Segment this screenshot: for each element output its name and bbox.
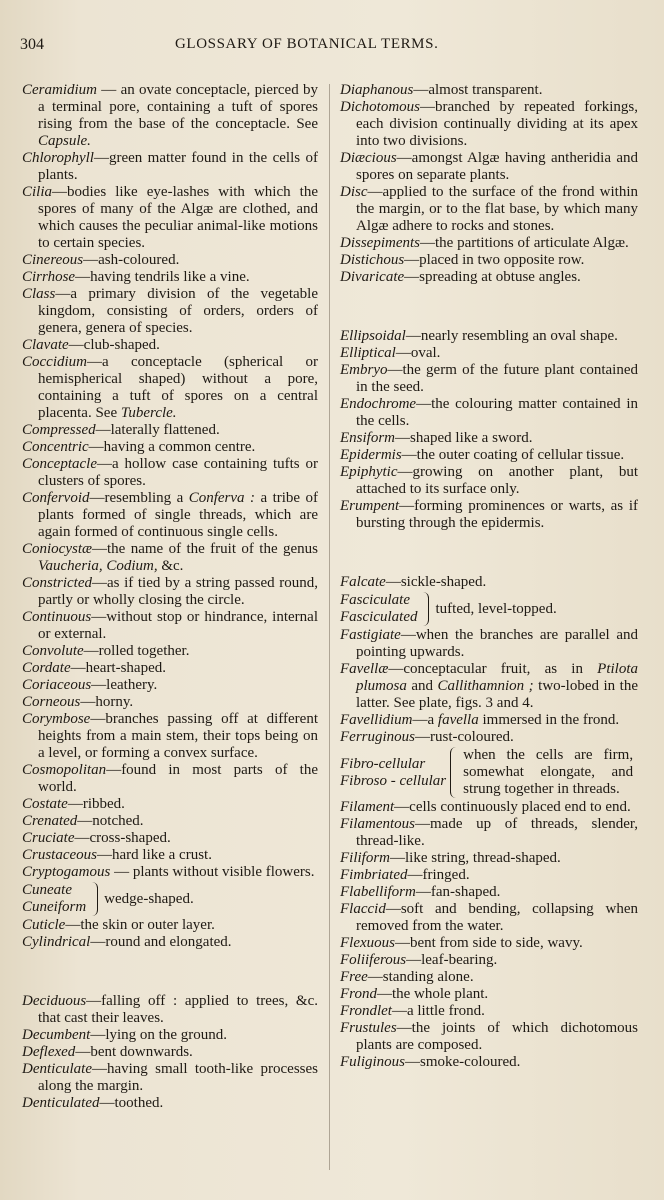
entry-term: Constricted (22, 575, 92, 591)
entry-definition: —having a common centre. (88, 439, 256, 455)
entry-term: Dichotomous (340, 99, 420, 115)
glossary-entry (340, 729, 638, 746)
entry-definition: and (406, 678, 438, 694)
glossary-entry (22, 694, 318, 711)
entry-definition: —bent from side to side, wavy. (394, 935, 583, 951)
glossary-entry (22, 82, 318, 150)
entry-term: Cryptogamous (22, 864, 111, 880)
entry-definition: —toothed. (99, 1095, 164, 1111)
glossary-entry (22, 864, 318, 881)
glossary-entry (22, 711, 318, 762)
entry-definition: —almost transparent. (413, 82, 543, 98)
glossary-entry (340, 712, 638, 729)
entry-definition: —the germ of the future plant contained in the seed. (356, 362, 638, 395)
page-header (20, 36, 644, 62)
entry-definition: —shaped like a sword. (395, 430, 533, 446)
section-gap (340, 286, 638, 328)
glossary-entry (340, 430, 638, 447)
glossary-entry (22, 422, 318, 439)
entry-definition: —rust-coloured. (415, 729, 514, 745)
entry-term: Continuous (22, 609, 92, 625)
entry-definition: —the partitions of articulate Algæ. (420, 235, 629, 251)
glossary-entry (340, 867, 638, 884)
entry-definition: —the joints of which dichotomous plants are composed. (356, 1020, 638, 1053)
entry-term: Conceptacle (22, 456, 97, 472)
entry-definition: —rolled together. (83, 643, 190, 659)
entry-definition: —a (412, 712, 438, 728)
glossary-entry (22, 252, 318, 269)
entry-term: Coniocystæ (22, 541, 92, 557)
entry-definition: &c. (157, 558, 184, 574)
entry-term: Cuticle (22, 917, 66, 933)
glossary-entry (340, 150, 638, 184)
entry-term: Costate (22, 796, 68, 812)
brace-mark (420, 592, 429, 626)
entry-term: Cinereous (22, 252, 84, 268)
glossary-entry (22, 917, 318, 934)
entry-term: Cosmopolitan (22, 762, 107, 778)
glossary-entry (22, 184, 318, 252)
entry-term: Disc (340, 184, 368, 200)
entry-definition: — plants without visible flowers. (110, 864, 315, 880)
glossary-entry (22, 337, 318, 354)
glossary-entry (22, 796, 318, 813)
entry-definition: —fan-shaped. (415, 884, 501, 900)
glossary-entry (340, 986, 638, 1003)
entry-term: Cordate (22, 660, 71, 676)
entry-term: Flexuous (340, 935, 395, 951)
entry-definition: —resembling a (89, 490, 189, 506)
glossary-entry (340, 82, 638, 99)
entry-reference: Tubercle. (120, 405, 177, 421)
entry-term: Clavate (22, 337, 69, 353)
glossary-entry (340, 935, 638, 952)
entry-definition: —green matter found in the cells of plants. (38, 150, 318, 183)
entry-definition: —without stop or hindrance, internal or external. (38, 609, 318, 642)
entry-definition: —the skin or outer layer. (65, 917, 215, 933)
glossary-entry (340, 1054, 638, 1071)
entry-definition: —branches passing off at different heights from a main stem, their tops being on a level, or forming a convex surface. (38, 711, 318, 761)
entry-definition: —amongst Algæ having antheridia and spores on separate plants. (356, 150, 638, 183)
entry-definition: —falling off : applied to trees, &c. that cast their leaves. (38, 993, 318, 1026)
entry-definition: —bent downwards. (75, 1044, 193, 1060)
entry-definition: —cells continuously placed end to end. (394, 799, 631, 815)
glossary-entry (22, 1027, 318, 1044)
entry-definition: —leaf-bearing. (406, 952, 498, 968)
entry-definition: —notched. (77, 813, 144, 829)
glossary-entry (340, 498, 638, 532)
entry-term: Convolute (22, 643, 84, 659)
glossary-entry (340, 1003, 638, 1020)
entry-definition: —forming prominences or warts, as if bursting through the epidermis. (356, 498, 638, 531)
entry-term: Coccidium (22, 354, 87, 370)
entry-term: Compressed (22, 422, 96, 438)
glossary-entry (22, 354, 318, 422)
glossary-entry (22, 1044, 318, 1061)
entry-term: Ensiform (340, 430, 396, 446)
entry-term: Free (340, 969, 368, 985)
entry-reference: Ptilota plumosa (356, 661, 638, 694)
glossary-entry (340, 464, 638, 498)
glossary-entry (22, 1061, 318, 1095)
glossary-entry (22, 847, 318, 864)
glossary-entry (340, 1020, 638, 1054)
entry-reference: Conferva : (188, 490, 255, 506)
glossary-entry (22, 541, 318, 575)
glossary-entry (340, 901, 638, 935)
entry-definition: —applied to the surface of the frond within the margin, or to the flat base, by which many Algæ adhere to rocks and stones. (356, 184, 638, 234)
entry-definition: —as if tied by a string passed round, partly or wholly closing the circle. (38, 575, 318, 608)
glossary-entry (22, 439, 318, 456)
entry-term: Fibro-cellular (340, 755, 426, 772)
entry-definition: tufted, level-topped. (435, 600, 557, 617)
glossary-entry (22, 830, 318, 847)
entry-definition: —a hollow case containing tufts or clusters of spores. (38, 456, 318, 489)
entry-definition: when the cells are firm, somewhat elongate, and strung together in threads. (463, 747, 634, 797)
entry-term: Fasciculate (340, 592, 410, 608)
glossary-entry (340, 574, 638, 591)
entry-reference: favella (437, 712, 479, 728)
glossary-entry (22, 934, 318, 951)
glossary-entry (340, 799, 638, 816)
entry-term: Crustaceous (22, 847, 97, 863)
entry-term: Cylindrical (22, 934, 91, 950)
glossary-entry (22, 1095, 318, 1112)
entry-term: Flabelliform (340, 884, 416, 900)
entry-term: Deflexed (22, 1044, 76, 1060)
glossary-entry (340, 447, 638, 464)
entry-definition: —cross-shaped. (74, 830, 171, 846)
entry-term: Crenated (22, 813, 78, 829)
entry-term: Ferruginous (340, 729, 415, 745)
brace-mark (450, 747, 459, 798)
glossary-entry (22, 269, 318, 286)
glossary-entry (340, 816, 638, 850)
glossary-entry (22, 150, 318, 184)
glossary-entry (22, 609, 318, 643)
entry-term: Ellipsoidal (340, 328, 406, 344)
section-gap (340, 532, 638, 574)
entry-definition: —the whole plant. (376, 986, 489, 1002)
section-gap (22, 951, 318, 993)
glossary-entry (340, 969, 638, 986)
entry-term: Cuneiform (22, 899, 87, 915)
entry-term: Dissepiments (340, 235, 420, 251)
entry-term: Endochrome (340, 396, 417, 412)
entry-definition: —branched by repeated forkings, each division continually dividing at its apex into two divisions. (356, 99, 638, 149)
entry-term: Epidermis (340, 447, 402, 463)
glossary-entry (22, 286, 318, 337)
entry-definition: —ribbed. (67, 796, 125, 812)
entry-term: Class (22, 286, 56, 302)
entry-definition: wedge-shaped. (104, 890, 194, 907)
entry-definition: a tribe of plants formed of single threads, which are again formed of continuous single cells. (38, 490, 318, 540)
entry-definition: —ash-coloured. (83, 252, 180, 268)
entry-definition: —soft and bending, collapsing when removed from the water. (356, 901, 638, 934)
glossary-entry (340, 952, 638, 969)
entry-term: Corneous (22, 694, 81, 710)
entry-term: Cuneate (22, 882, 72, 898)
glossary-entry (340, 396, 638, 430)
entry-term: Frustules (340, 1020, 397, 1036)
glossary-entry-fibro-cellular (340, 747, 638, 798)
entry-term: Diæcious (340, 150, 397, 166)
glossary-entry-cuneate (22, 882, 318, 916)
entry-term: Filament (340, 799, 395, 815)
entry-term: Filamentous (340, 816, 415, 832)
glossary-entry (340, 269, 638, 286)
entry-definition: immersed in the frond. (478, 712, 620, 728)
entry-term: Denticulated (22, 1095, 100, 1111)
entry-term: Frondlet (340, 1003, 392, 1019)
entry-definition: —sickle-shaped. (385, 574, 487, 590)
entry-term: Distichous (340, 252, 405, 268)
entry-definition: —growing on another plant, but attached to its surface only. (356, 464, 638, 497)
entry-definition: —having small tooth-like processes along the margin. (38, 1061, 318, 1094)
entry-definition: —made up of threads, slender, thread-like. (356, 816, 638, 849)
entry-term: Fuliginous (340, 1054, 406, 1070)
entry-term: Concentric (22, 439, 89, 455)
entry-definition: —oval. (395, 345, 441, 361)
glossary-entry (22, 575, 318, 609)
glossary-entry (340, 627, 638, 661)
entry-term: Decumbent (22, 1027, 91, 1043)
entry-term: Coriaceous (22, 677, 92, 693)
entry-term: Epiphytic (340, 464, 398, 480)
page-number: 304 (20, 36, 44, 53)
entry-definition: —laterally flattened. (95, 422, 220, 438)
entry-definition: —the outer coating of cellular tissue. (401, 447, 625, 463)
entry-term: Chlorophyll (22, 150, 94, 166)
glossary-entry (22, 490, 318, 541)
entry-definition: —hard like a crust. (97, 847, 212, 863)
entry-definition: — an ovate conceptacle, pierced by a terminal pore, containing a tuft of spores rising from the base of the conceptacle. See (38, 82, 318, 132)
entry-definition: —horny. (80, 694, 134, 710)
glossary-entry (22, 643, 318, 660)
entry-definition: —having tendrils like a vine. (75, 269, 250, 285)
left-column (22, 82, 318, 1112)
entry-reference: Vaucheria, Codium, (38, 558, 158, 574)
glossary-entry (22, 660, 318, 677)
glossary-entry (340, 99, 638, 150)
entry-definition: —when the branches are parallel and pointing upwards. (356, 627, 638, 660)
entry-term: Cirrhose (22, 269, 76, 285)
glossary-entry (22, 993, 318, 1027)
entry-definition: —spreading at obtuse angles. (404, 269, 581, 285)
entry-definition: —a little frond. (391, 1003, 485, 1019)
entry-definition: —placed in two opposite row. (404, 252, 585, 268)
entry-definition: —found in most parts of the world. (38, 762, 318, 795)
entry-definition: two-lobed in the latter. See plate, figs. 3 and 4. (356, 678, 638, 711)
entry-term: Erumpent (340, 498, 400, 514)
entry-term: Corymbose (22, 711, 91, 727)
glossary-entry (340, 345, 638, 362)
entry-term: Diaphanous (340, 82, 414, 98)
entry-term: Elliptical (340, 345, 396, 361)
entry-definition: —conceptacular fruit, as in (388, 661, 598, 677)
entry-definition: —bodies like eye-lashes with which the spores of many of the Algæ are clothed, and which causes the peculiar animal-like motions to certain species. (38, 184, 318, 251)
glossary-entry-fasciculate (340, 592, 638, 626)
entry-definition: —like string, thread-shaped. (390, 850, 561, 866)
entry-term: Fibroso - cellular (340, 772, 447, 789)
entry-term: Cilia (22, 184, 53, 200)
entry-term: Frond (340, 986, 377, 1002)
entry-term: Deciduous (22, 993, 87, 1009)
entry-term: Embryo (340, 362, 388, 378)
glossary-entry (22, 677, 318, 694)
column-divider (329, 84, 330, 1170)
entry-term: Confervoid (22, 490, 90, 506)
entry-term: Ceramidium (22, 82, 97, 98)
brace-mark (89, 882, 98, 916)
glossary-entry (340, 850, 638, 867)
entry-term: Filiform (340, 850, 391, 866)
entry-definition: —nearly resembling an oval shape. (405, 328, 618, 344)
running-title: GLOSSARY OF BOTANICAL TERMS. (175, 36, 439, 52)
glossary-entry (22, 813, 318, 830)
glossary-entry (340, 884, 638, 901)
entry-reference: Callithamnion ; (437, 678, 534, 694)
entry-term: Fasciculated (340, 609, 418, 625)
entry-definition: —lying on the ground. (90, 1027, 227, 1043)
entry-definition: —leathery. (91, 677, 158, 693)
entry-definition: —a conceptacle (spherical or hemispherical shaped) without a pore, containing a tuft of spores on a central placenta. See (38, 354, 318, 421)
glossary-entry (340, 235, 638, 252)
entry-term: Favellæ (340, 661, 389, 677)
entry-term: Flaccid (340, 901, 386, 917)
entry-reference: Capsule. (38, 133, 91, 149)
entry-definition: —heart-shaped. (70, 660, 167, 676)
entry-term: Foliiferous (340, 952, 407, 968)
glossary-entry (22, 762, 318, 796)
entry-definition: —fringed. (407, 867, 470, 883)
entry-definition: —standing alone. (367, 969, 474, 985)
entry-definition: —a primary division of the vegetable kingdom, consisting of orders, orders of genera, genera of species. (38, 286, 318, 336)
entry-term: Fastigiate (340, 627, 401, 643)
entry-term: Cruciate (22, 830, 75, 846)
entry-term: Favellidium (340, 712, 413, 728)
entry-definition: —round and elongated. (90, 934, 232, 950)
glossary-entry (340, 362, 638, 396)
entry-term: Divaricate (340, 269, 405, 285)
glossary-entry (22, 456, 318, 490)
entry-definition: —the name of the fruit of the genus (92, 541, 318, 557)
entry-definition: —smoke-coloured. (405, 1054, 521, 1070)
glossary-entry (340, 328, 638, 345)
entry-term: Fimbriated (340, 867, 408, 883)
entry-term: Falcate (340, 574, 386, 590)
glossary-entry (340, 252, 638, 269)
glossary-entry (340, 661, 638, 712)
entry-definition: —club-shaped. (68, 337, 160, 353)
right-column (340, 82, 638, 1071)
entry-definition: —the colouring matter contained in the cells. (356, 396, 638, 429)
glossary-entry (340, 184, 638, 235)
entry-term: Denticulate (22, 1061, 92, 1077)
